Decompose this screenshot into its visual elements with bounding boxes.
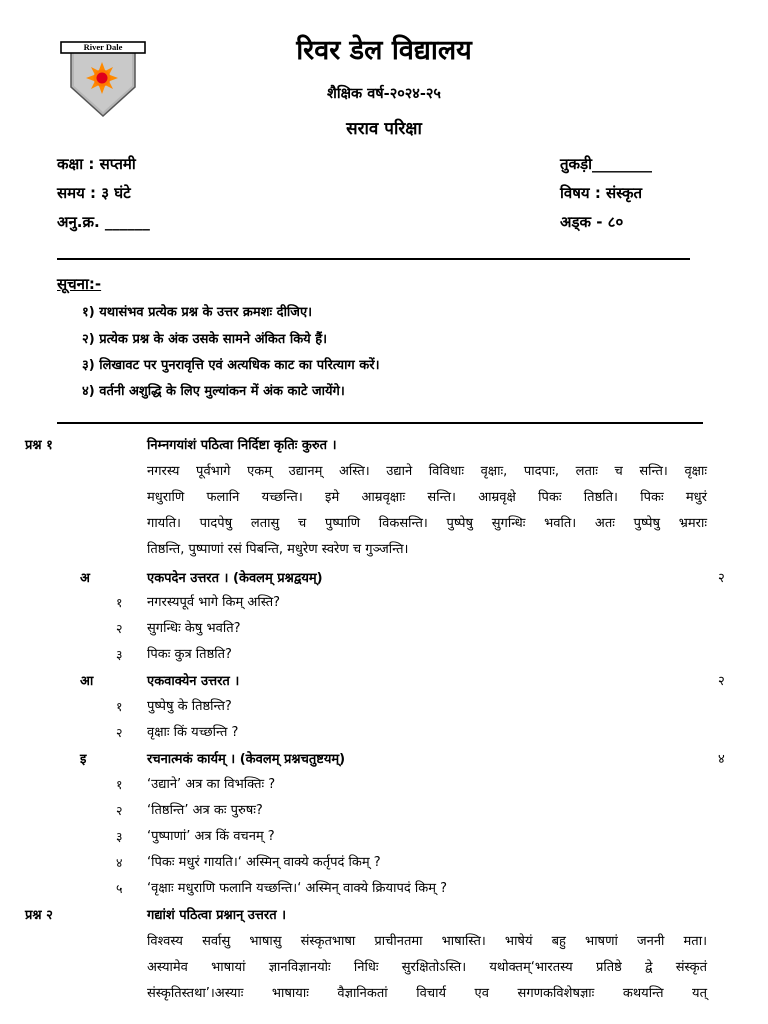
item-number: १ [116,777,123,792]
academic-year: शैक्षिक वर्ष-२०२४-२५ [327,86,441,102]
instruction-item: ३) लिखावट पर पुनरावृत्ति एवं अत्यधिक काट का परित्याग करें। [82,358,380,373]
question-label: प्रश्न १ [25,438,53,453]
passage-line: नगरस्य पूर्वभागे एकम् उद्यानम् अस्ति। उद्याने विविधाः वृक्षाः, पादपाः, लताः च सन्ति। वृक्षाः [147,464,707,479]
section-title: एकवाक्येन उत्तरत । [147,674,240,689]
item-text: ‘तिष्ठन्ति’ अत्र कः पुरुषः? [147,803,263,818]
section-marks: २ [718,571,725,586]
time-field: समय : ३ घंटे [57,184,131,202]
item-text: सुगन्धिः केषु भवति? [147,621,241,636]
section-title: एकपदेन उत्तरत । (केवलम् प्रश्नद्वयम्) [147,571,323,586]
section-letter: आ [80,674,94,689]
passage-line: तिष्ठन्ति, पुष्पाणां रसं पिबन्ति, मधुरेण स्वरेण च गुञ्जन्ति। [147,542,409,557]
section-letter: इ [80,752,87,767]
item-text: नगरस्यपूर्व भागे किम् अस्ति? [147,595,281,610]
item-number: ४ [116,855,123,870]
item-number: २ [116,725,123,740]
passage-line: विश्वस्य सर्वासु भाषासु संस्कृतभाषा प्राचीनतमा भाषास्ति। भाषेयं बहु भाषणां जननी मता। [147,934,707,949]
question-title: गद्यांशं पठित्वा प्रश्नान् उत्तरत । [147,908,287,923]
subject-field: विषय : संस्कृत [560,184,643,202]
item-number: ३ [116,829,123,844]
item-number: २ [116,803,123,818]
question-title: निम्नगयांशं पठित्वा निर्दिष्टा कृतिः कुरुत । [147,438,337,453]
item-text: ‘पुष्पाणां’ अत्र किं वचनम् ? [147,829,275,844]
school-name: रिवर डेल विद्यालय [296,35,472,66]
item-number: २ [116,621,123,636]
item-text: वृक्षाः किं यच्छन्ति ? [147,725,239,740]
item-number: ५ [116,881,123,896]
exam-name: सराव परिक्षा [346,119,422,139]
item-text: पुष्पेषु के तिष्ठन्ति? [147,699,232,714]
instructions-heading: सूचना:- [57,275,102,293]
instruction-item: १) यथासंभव प्रत्येक प्रश्न के उत्तर क्रमशः दीजिए। [82,305,313,320]
passage-line: मधुराणि फलानि यच्छन्ति। इमे आम्रवृक्षाः सन्ति। आम्रवृक्षे पिकः तिष्ठति। पिकः मधुरं [147,490,707,505]
roll-number-field: अनु.क्र. ______ [57,213,150,231]
item-text: ‘वृक्षाः मधुराणि फलानि यच्छन्ति।‘ अस्मिन् वाक्ये क्रियापदं किम् ? [147,881,448,896]
division-field: तुकड़ी________ [560,155,652,173]
item-text: पिकः कुत्र तिष्ठति? [147,647,232,662]
item-number: ३ [116,647,123,662]
passage-line: गायति। पादपेषु लतासु च पुष्पाणि विकसन्ति। पुष्पेषु सुगन्धिः भवति। अतः पुष्पेषु भ्रमराः [147,516,707,531]
section-title: रचनात्मकं कार्यम् । (केवलम् प्रश्नचतुष्टयम्) [147,752,346,767]
item-number: १ [116,595,123,610]
section-marks: ४ [718,752,725,767]
passage-line: अस्यामेव भाषायां ज्ञानविज्ञानयोः निधिः सुरक्षितोऽस्ति। यथोक्तम्‘भारतस्य प्रतिष्ठे द्वे संस्कृतं [147,960,707,975]
passage-line: संस्कृतिस्तथा’।अस्याः भाषायाः वैज्ञानिकतां विचार्य एव सगणकविशेषज्ञाः कथयन्ति यत् [147,986,707,1001]
section-letter: अ [80,571,90,586]
item-number: १ [116,699,123,714]
instructions-divider [57,422,703,424]
item-text: ‘उद्याने’ अत्र का विभक्तिः ? [147,777,276,792]
instruction-item: २) प्रत्येक प्रश्न के अंक उसके सामने अंकित किये हैं। [82,332,328,347]
item-text: ‘पिकः मधुरं गायति।‘ अस्मिन् वाक्ये कर्तृपदं किम् ? [147,855,381,870]
logo-text: River Dale [83,42,123,52]
class-field: कक्षा : सप्तमी [57,155,136,173]
question-label: प्रश्न २ [25,908,53,923]
instruction-item: ४) वर्तनी अशुद्धि के लिए मुल्यांकन में अंक काटे जायेंगे। [82,384,345,399]
marks-field: अड्क - ८० [560,213,624,231]
header-divider [57,258,690,260]
section-marks: २ [718,674,725,689]
